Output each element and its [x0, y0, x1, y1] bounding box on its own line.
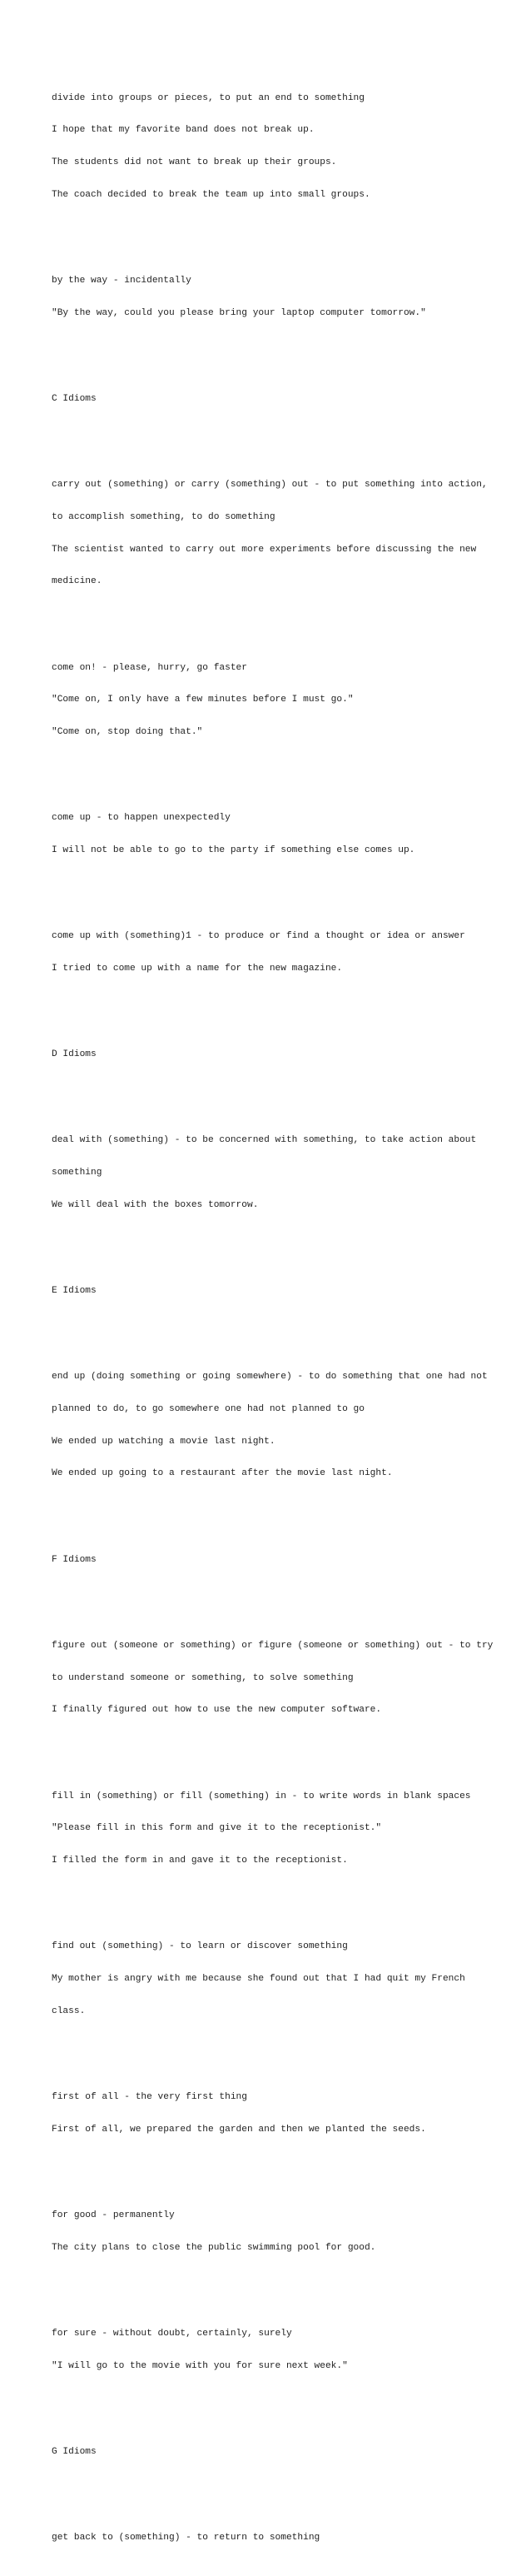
section-heading: E Idioms	[52, 1286, 97, 1297]
text-line: by the way - incidentally	[52, 276, 191, 286]
text-line: I hope that my favorite band does not break up.	[52, 125, 315, 136]
text-line: for good - permanently	[52, 2210, 175, 2220]
paragraph-for-sure	[52, 2307, 518, 2393]
paragraph-figure-out	[52, 1619, 518, 1737]
text-line: get back to (something) - to return to something	[52, 2533, 320, 2544]
paragraph-for-good	[52, 2189, 518, 2275]
text-line: planned to do, to go somewhere one had not planned to go	[52, 1404, 365, 1415]
paragraph-by-the-way	[52, 254, 518, 340]
text-line: I tried to come up with a name for the new magazine.	[52, 963, 343, 974]
text-line: "I will go to the movie with you for sure next week."	[52, 2360, 348, 2371]
text-line: My mother is angry with me because she found out that I had quit my French	[52, 1974, 465, 1984]
text-line: end up (doing something or going somewhere) - to do something that one had not	[52, 1372, 488, 1383]
text-line: medicine.	[52, 576, 102, 587]
text-line: for sure - without doubt, certainly, surely	[52, 2328, 292, 2339]
paragraph-find-out	[52, 1920, 518, 2038]
text-line: divide into groups or pieces, to put an end to something	[52, 92, 365, 103]
text-line: deal with (something) - to be concerned with something, to take action about	[52, 1135, 477, 1146]
text-line: to accomplish something, to do something	[52, 511, 275, 522]
paragraph-fill-in	[52, 1770, 518, 1888]
text-line: The coach decided to break the team up into small groups.	[52, 189, 370, 200]
paragraph-carry-out	[52, 458, 518, 609]
section-heading: D Idioms	[52, 1049, 97, 1060]
paragraph-come-up-with	[52, 909, 518, 995]
text-line: We will deal with the boxes tomorrow.	[52, 1199, 259, 1210]
section-heading-g	[52, 2425, 518, 2479]
text-line: The city plans to close the public swimming pool for good.	[52, 2242, 376, 2253]
text-line: "By the way, could you please bring your laptop computer tomorrow."	[52, 307, 426, 318]
text-line: The scientist wanted to carry out more experiments before discussing the new	[52, 544, 477, 555]
text-line: figure out (someone or something) or figure (someone or something) out - to try	[52, 1640, 494, 1651]
text-line: something	[52, 1168, 102, 1178]
text-line: The students did not want to break up their groups.	[52, 157, 337, 168]
text-line: come on! - please, hurry, go faster	[52, 662, 247, 673]
text-line: class.	[52, 2005, 86, 2016]
paragraph-first-of-all	[52, 2070, 518, 2156]
section-heading: G Idioms	[52, 2446, 97, 2457]
section-heading-d	[52, 1028, 518, 1082]
section-heading-c	[52, 372, 518, 426]
text-line: first of all - the very first thing	[52, 2091, 247, 2102]
text-line: I filled the form in and gave it to the receptionist.	[52, 1856, 348, 1866]
section-heading-e	[52, 1264, 518, 1318]
paragraph-get-back-to	[52, 2511, 518, 2565]
paragraph-come-on	[52, 641, 518, 760]
section-heading: F Idioms	[52, 1554, 97, 1565]
section-heading: C Idioms	[52, 393, 97, 404]
text-line: find out (something) - to learn or discover something	[52, 1941, 348, 1952]
paragraph-come-up	[52, 791, 518, 877]
text-line: fill in (something) or fill (something) in - to write words in blank spaces	[52, 1791, 471, 1801]
text-line: First of all, we prepared the garden and then we planted the seeds.	[52, 2124, 426, 2135]
text-line: come up - to happen unexpectedly	[52, 813, 231, 824]
text-line: I will not be able to go to the party if something else comes up.	[52, 845, 415, 855]
paragraph-deal-with	[52, 1114, 518, 1233]
text-line: to understand someone or something, to solve something	[52, 1672, 354, 1683]
document-page	[52, 50, 518, 2576]
text-line: carry out (something) or carry (something) out - to put something into action,	[52, 480, 488, 491]
text-line: "Come on, stop doing that."	[52, 727, 203, 738]
text-line: "Please fill in this form and give it to the receptionist."	[52, 1823, 382, 1834]
section-heading-f	[52, 1533, 518, 1587]
paragraph-end-up	[52, 1351, 518, 1502]
text-line: We ended up going to a restaurant after the movie last night.	[52, 1468, 393, 1479]
text-line: I finally figured out how to use the new computer software.	[52, 1705, 382, 1716]
text-line: We ended up watching a movie last night.	[52, 1436, 275, 1447]
text-line: "Come on, I only have a few minutes before I must go."	[52, 695, 354, 705]
text-line: come up with (something)1 - to produce or find a thought or idea or answer	[52, 931, 465, 942]
paragraph-break-up	[52, 72, 518, 222]
